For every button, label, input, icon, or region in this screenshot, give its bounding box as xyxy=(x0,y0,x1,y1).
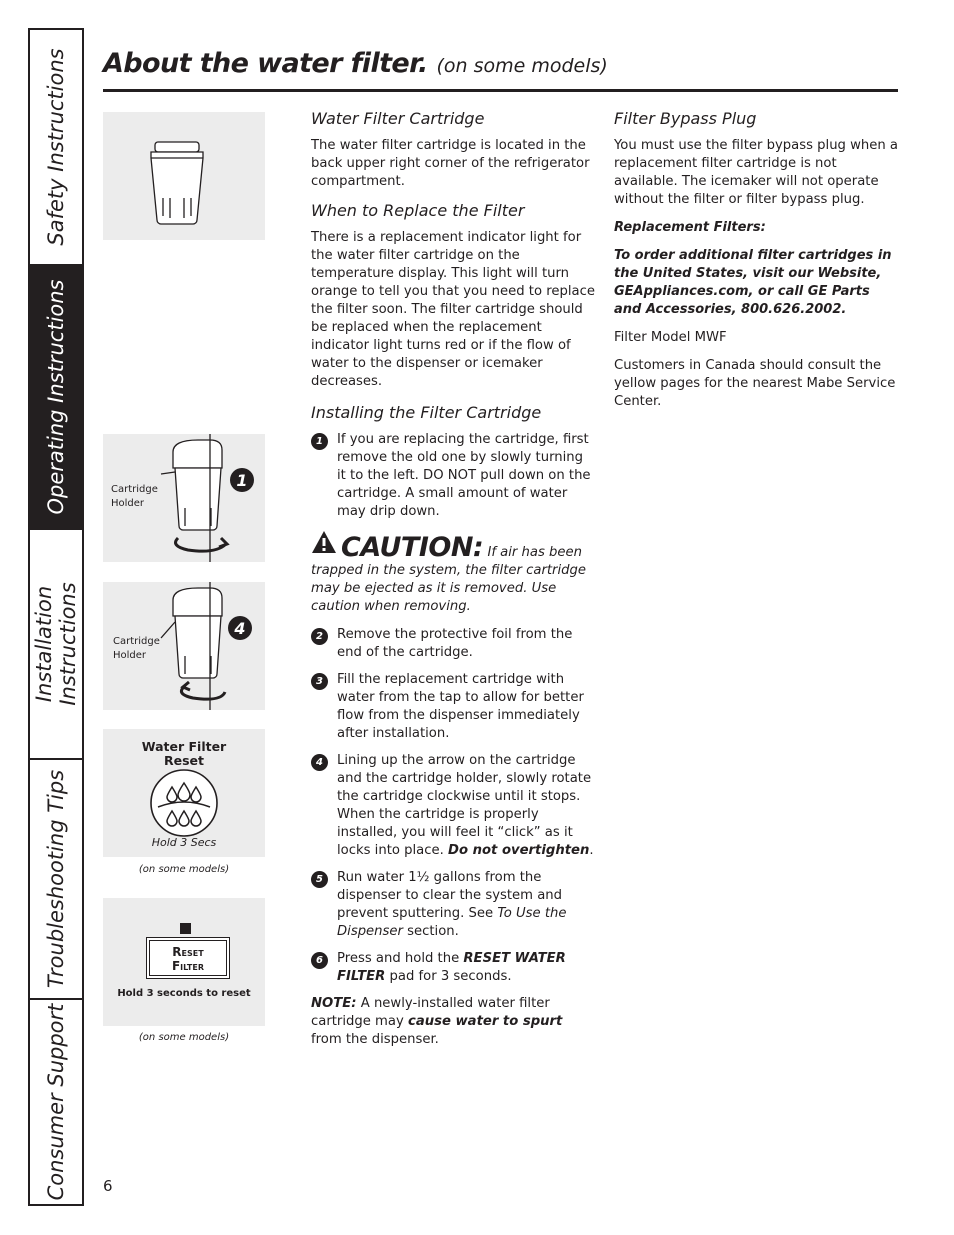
tab-installation-instructions[interactable] xyxy=(30,530,82,760)
step-text-end: . xyxy=(589,843,594,858)
bypass-text: You must use the filter bypass plug when a replacement filter cartridge is not available. The icemaker will not operate without the filter or filter bypass plug. xyxy=(614,138,898,207)
note-text: A newly-installed water filter cartridge may xyxy=(311,996,550,1029)
canada-text: Customers in Canada should consult the yellow pages for the nearest Mabe Service Center. xyxy=(614,358,896,409)
step-text: Lining up the arrow on the cartridge and the cartridge holder, slowly rotate the cartridge clockwise until it stops. When the cartridge is properly installed, you will feel it “click” as it locks into place. xyxy=(337,753,592,858)
indicator-light xyxy=(180,923,191,934)
reset-panel-title: Water Filter Reset xyxy=(141,739,227,768)
note-text-end: from the dispenser. xyxy=(311,1032,439,1047)
install-step xyxy=(311,626,596,662)
step-emphasis: RESET WATER FILTER xyxy=(337,951,566,984)
step-number: 5 xyxy=(311,871,328,888)
step-text-end: pad for 3 seconds. xyxy=(389,969,512,984)
cartridge-location-text: The water filter cartridge is located in the back upper right corner of the refrigerator compartment. xyxy=(311,138,590,189)
install-step xyxy=(311,752,596,860)
cartridge-holder-label: Cartridge Holder xyxy=(113,636,160,661)
step-text: Remove the protective foil from the end of the cartridge. xyxy=(337,627,573,660)
tab-safety-instructions[interactable] xyxy=(30,30,82,266)
tab-label: Troubleshooting Tips xyxy=(44,769,68,989)
heading-installing: Installing the Filter Cartridge xyxy=(311,403,542,422)
step-number: 3 xyxy=(311,673,328,690)
water-filter-reset-figure xyxy=(103,729,265,857)
reset-panel-note: (on some models) xyxy=(138,864,230,875)
replacement-filters-heading: Replacement Filters: xyxy=(614,220,766,235)
install-step xyxy=(311,431,596,521)
tab-label: Installation Instructions xyxy=(32,582,80,706)
step-text-end: section. xyxy=(407,924,459,939)
step-badge: 1 xyxy=(236,471,248,490)
filter-cartridge-icon xyxy=(103,112,265,240)
step-text: Fill the replacement cartridge with water from the tap to allow for better flow from the dispenser immediately after installation. xyxy=(337,672,584,741)
step-text: Press and hold the xyxy=(337,951,460,966)
install-step xyxy=(311,671,596,743)
reset-hold-text: Hold 3 Secs xyxy=(151,836,217,849)
step-number: 1 xyxy=(311,433,328,450)
side-tab-bar xyxy=(28,28,84,1206)
reset-filter-figure xyxy=(103,898,265,1026)
reset-filter-note: (on some models) xyxy=(138,1032,230,1043)
tab-label: Safety Instructions xyxy=(44,48,68,246)
step-number: 6 xyxy=(311,952,328,969)
page-subtitle: (on some models) xyxy=(436,55,608,77)
step-reference: To Use the Dispenser xyxy=(337,906,567,939)
install-note xyxy=(311,995,596,1049)
caution-word: CAUTION: xyxy=(341,532,484,563)
page-title xyxy=(103,48,608,79)
caution-block xyxy=(311,530,596,616)
step-number: 4 xyxy=(311,754,328,771)
replace-text: There is a replacement indicator light for the water filter cartridge on the temperature display. This light will turn orange to tell you that you need to replace the filter soon. The filter cartridge should be replaced when the replacement indicator light turns red or if the flow of water to the dispenser or icemaker decreases. xyxy=(311,230,595,389)
step-emphasis: Do not overtighten xyxy=(448,843,590,858)
tab-troubleshooting-tips[interactable] xyxy=(30,760,82,1000)
tab-consumer-support[interactable] xyxy=(30,1000,82,1204)
filter-cartridge-figure xyxy=(103,112,265,240)
filter-model: Filter Model MWF xyxy=(614,330,727,345)
install-step xyxy=(311,950,596,986)
caution-text: If air has been trapped in the system, the filter cartridge may be ejected as it is removed. Use caution when removing. xyxy=(311,545,586,614)
reset-filter-caption: Hold 3 seconds to reset xyxy=(117,988,251,999)
step-number: 2 xyxy=(311,628,328,645)
warning-triangle-icon xyxy=(311,530,337,560)
tab-operating-instructions[interactable] xyxy=(30,266,82,530)
reset-filter-button[interactable] xyxy=(146,937,230,979)
tab-label: Operating Instructions xyxy=(44,279,68,515)
install-cartridge-figure xyxy=(103,582,265,710)
title-rule xyxy=(103,89,898,92)
heading-when-to-replace: When to Replace the Filter xyxy=(311,201,525,220)
heading-water-filter-cartridge: Water Filter Cartridge xyxy=(311,109,485,128)
page-number: 6 xyxy=(103,1177,113,1195)
middle-column xyxy=(311,109,596,1059)
reset-filter-button-line1: Reset xyxy=(172,945,204,959)
note-emphasis: cause water to spurt xyxy=(408,1014,563,1029)
remove-cartridge-figure xyxy=(103,434,265,562)
water-drops-reset-icon[interactable] xyxy=(148,767,220,839)
tab-label: Consumer Support xyxy=(44,1003,68,1201)
cartridge-holder-label: Cartridge Holder xyxy=(111,484,158,509)
step-badge: 4 xyxy=(234,619,246,638)
reset-filter-button-line2: Filter xyxy=(171,959,205,973)
step-text: If you are replacing the cartridge, first remove the old one by slowly turning it to the left. DO NOT pull down on the cartridge. A small amount of water may drip down. xyxy=(337,432,591,519)
heading-filter-bypass-plug: Filter Bypass Plug xyxy=(614,109,757,128)
note-label: NOTE: xyxy=(311,996,357,1011)
page-title-text: About the water filter. xyxy=(103,48,428,79)
order-filters-text: To order additional filter cartridges in the United States, visit our Website, GEAppliances.com, or call GE Parts and Accessories, 800.626.2002. xyxy=(614,248,892,317)
step-text: Run water 1½ gallons from the dispenser to clear the system and prevent sputtering. See xyxy=(337,870,563,921)
right-column xyxy=(614,109,898,421)
install-step xyxy=(311,869,596,941)
